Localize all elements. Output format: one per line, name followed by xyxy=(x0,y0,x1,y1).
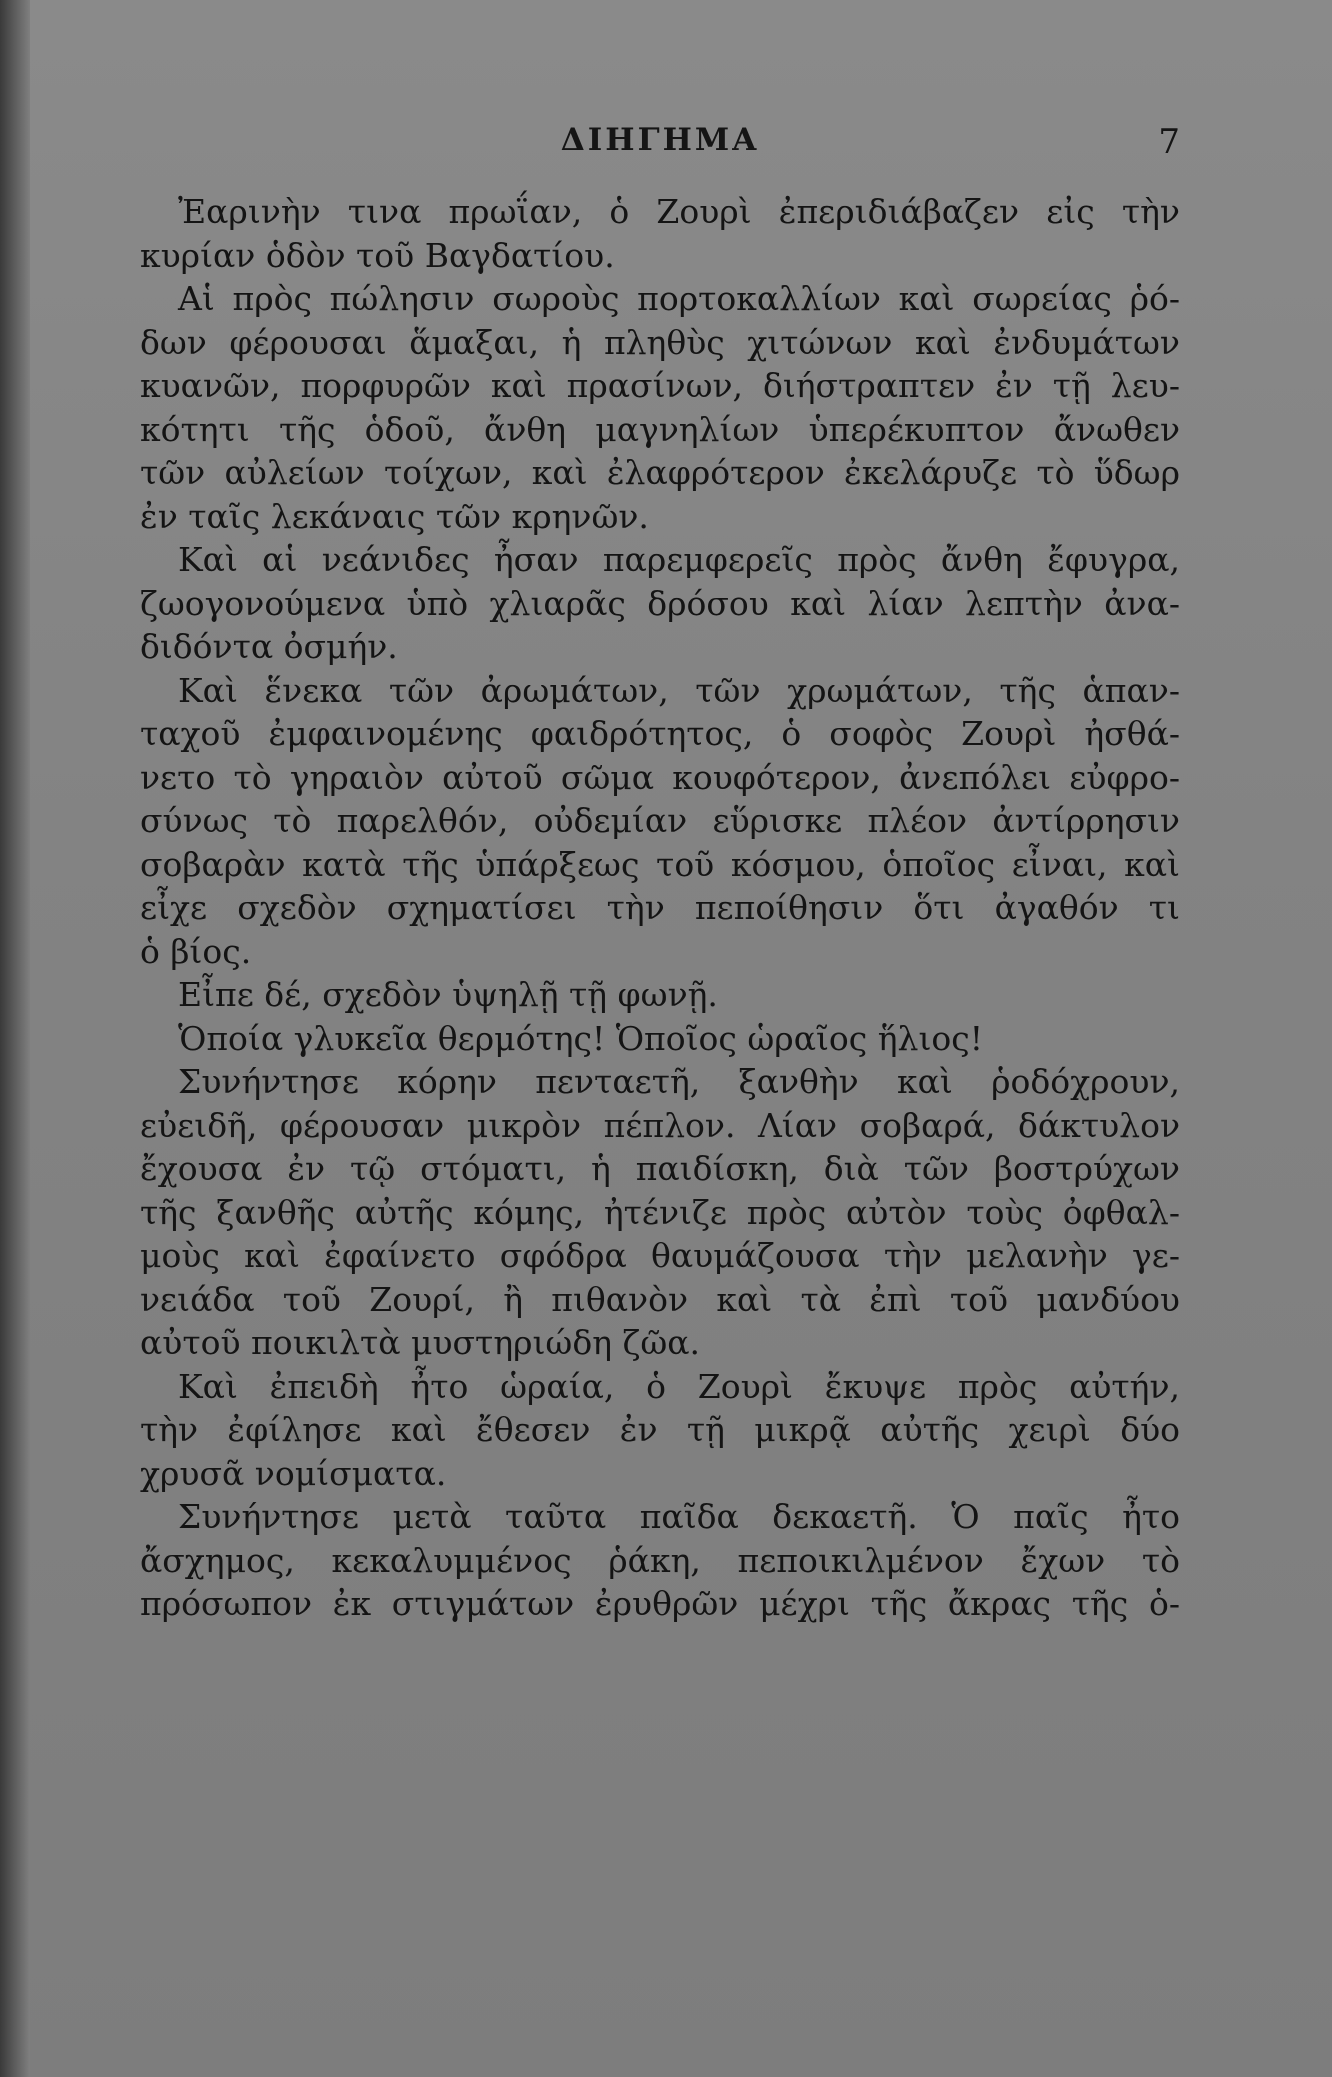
text-line: τῶν αὐλείων τοίχων, καὶ ἐλαφρότερον ἐκελάρυζε τὸ ὕδωρ xyxy=(140,453,1180,492)
text-line: ἐν ταῖς λεκάναις τῶν κρηνῶν. xyxy=(140,496,649,536)
text-line: νετο τὸ γηραιὸν αὐτοῦ σῶμα κουφότερον, ἀνεπόλει εὐφρο- xyxy=(140,757,1180,797)
text-line: σοβαρὰν κατὰ τῆς ὑπάρξεως τοῦ κόσμου, ὁποῖος εἶναι, καὶ xyxy=(140,844,1180,884)
text-line: ἄσχημος, κεκαλυμμένος ῥάκη, πεποικιλμένον ἔχων τὸ xyxy=(140,1540,1180,1580)
text-line: Ὁποία γλυκεῖα θερμότης! Ὁποῖος ὡραῖος ἥλιος! xyxy=(178,1018,984,1058)
text-line: ἔχουσα ἐν τῷ στόματι, ἡ παιδίσκη, διὰ τῶν βοστρύχων xyxy=(140,1149,1180,1188)
running-head xyxy=(140,122,1180,172)
text-line: κυανῶν, πορφυρῶν καὶ πρασίνων, διήστραπτεν ἐν τῇ λευ- xyxy=(140,366,1180,405)
text-line: κότητι τῆς ὁδοῦ, ἄνθη μαγνηλίων ὑπερέκυπτον ἄνωθεν xyxy=(140,409,1180,449)
text-line: διδόντα ὀσμήν. xyxy=(140,627,398,666)
text-line: τὴν ἐφίλησε καὶ ἔθεσεν ἐν τῇ μικρᾷ αὐτῆς χειρὶ δύο xyxy=(140,1410,1180,1449)
text-line: τῆς ξανθῆς αὐτῆς κόμης, ἠτένιζε πρὸς αὐτὸν τοὺς ὀφθαλ- xyxy=(140,1192,1180,1232)
text-line: ταχοῦ ἐμφαινομένης φαιδρότητος, ὁ σοφὸς Ζουρὶ ἠσθά- xyxy=(140,714,1180,753)
text-line: αὐτοῦ ποικιλτὰ μυστηριώδη ζῶα. xyxy=(140,1323,701,1362)
text-line: πρόσωπον ἐκ στιγμάτων ἐρυθρῶν μέχρι τῆς ἄκρας τῆς ὁ- xyxy=(140,1584,1180,1623)
text-line: Ἐαρινὴν τινα πρωΐαν, ὁ Ζουρὶ ἐπεριδιάβαζεν εἰς τὴν xyxy=(178,192,1180,231)
text-line: χρυσᾶ νομίσματα. xyxy=(140,1453,447,1493)
text-line: εὐειδῆ, φέρουσαν μικρὸν πέπλον. Λίαν σοβαρά, δάκτυλον xyxy=(140,1105,1180,1145)
text-line: Συνήντησε κόρην πενταετῆ, ξανθὴν καὶ ῥοδόχρουν, xyxy=(178,1062,1180,1101)
text-line: νειάδα τοῦ Ζουρί, ἢ πιθανὸν καὶ τὰ ἐπὶ τοῦ μανδύου xyxy=(140,1279,1180,1319)
text-line: Καὶ ἐπειδὴ ἦτο ὡραία, ὁ Ζουρὶ ἔκυψε πρὸς αὐτήν, xyxy=(178,1366,1180,1406)
text-line: μοὺς καὶ ἐφαίνετο σφόδρα θαυμάζουσα τὴν μελανὴν γε- xyxy=(140,1236,1180,1275)
text-line: Εἶπε δέ, σχεδὸν ὑψηλῇ τῇ φωνῇ. xyxy=(178,975,718,1014)
text-line: Καὶ αἱ νεάνιδες ἦσαν παρεμφερεῖς πρὸς ἄνθη ἔφυγρα, xyxy=(178,540,1180,579)
text-line: ὁ βίος. xyxy=(140,931,252,971)
text-line: σύνως τὸ παρελθόν, οὐδεμίαν εὕρισκε πλέον ἀντίρρησιν xyxy=(140,801,1180,840)
text-line: Καὶ ἕνεκα τῶν ἀρωμάτων, τῶν χρωμάτων, τῆς ἁπαν- xyxy=(178,670,1180,710)
page-binding-edge xyxy=(0,0,30,2077)
page-number: 7 xyxy=(1158,122,1180,162)
text-line: Αἱ πρὸς πώλησιν σωροὺς πορτοκαλλίων καὶ σωρείας ῥό- xyxy=(178,279,1180,318)
text-line: ζωογονούμενα ὑπὸ χλιαρᾶς δρόσου καὶ λίαν λεπτὴν ἀνα- xyxy=(140,583,1180,623)
text-line: κυρίαν ὁδὸν τοῦ Βαγδατίου. xyxy=(140,235,615,275)
running-title: ΔΙΗΓΗΜΑ xyxy=(560,122,760,158)
body-text xyxy=(140,190,1180,1626)
text-line: εἶχε σχεδὸν σχηματίσει τὴν πεποίθησιν ὅτι ἀγαθόν τι xyxy=(140,888,1180,927)
text-line: δων φέρουσαι ἅμαξαι, ἡ πληθὺς χιτώνων καὶ ἐνδυμάτων xyxy=(140,322,1180,362)
text-line: Συνήντησε μετὰ ταῦτα παῖδα δεκαετῆ. Ὁ παῖς ἦτο xyxy=(178,1497,1180,1536)
